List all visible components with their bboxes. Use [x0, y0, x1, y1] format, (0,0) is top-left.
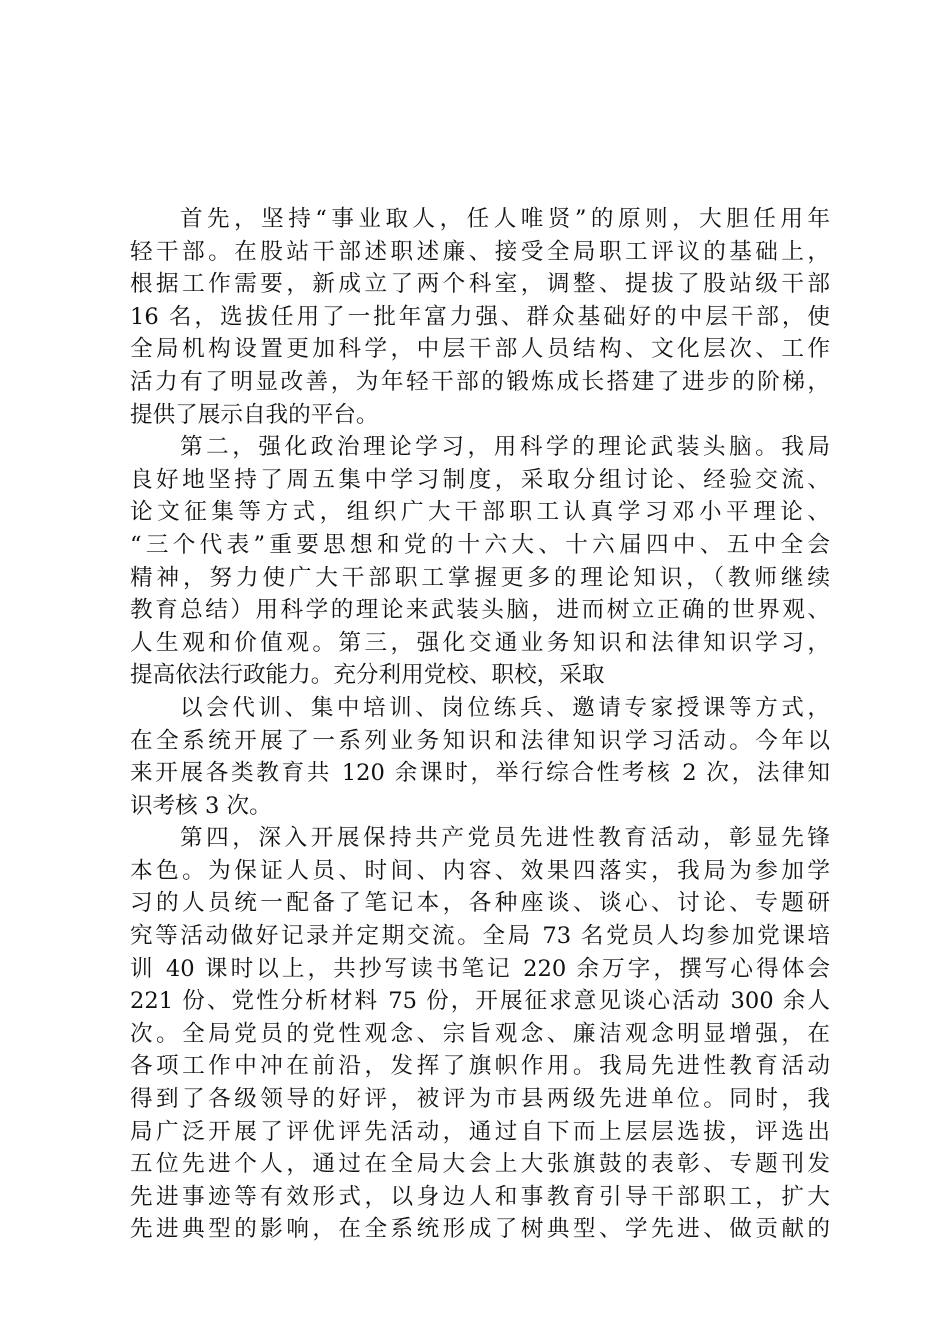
text-line: 次。全局党员的党性观念、宗旨观念、廉洁观念明显增强，在 [130, 1020, 830, 1047]
text-line: 来开展各类教育共 120 余课时，举行综合性考核 2 次，法律知 [130, 760, 830, 787]
text-line: 各项工作中冲在前沿，发挥了旗帜作用。我局先进性教育活动 [130, 1053, 830, 1080]
text-line: 习的人员统一配备了笔记本，各种座谈、谈心、讨论、专题研 [130, 890, 830, 917]
text-line: 第二，强化政治理论学习，用科学的理论武装头脑。我局 [180, 434, 830, 461]
text-line: 人生观和价值观。第三，强化交通业务知识和法律知识学习， [130, 629, 830, 656]
text-line: 究等活动做好记录并定期交流。全局 73 名党员人均参加党课培 [130, 923, 830, 950]
text-line: 活力有了明显改善，为年轻干部的锻炼成长搭建了进步的阶梯， [130, 368, 830, 395]
text-line: 根据工作需要，新成立了两个科室，调整、提拔了股站级干部 [130, 271, 830, 298]
text-line: 在全系统开展了一系列业务知识和法律知识学习活动。今年以 [130, 727, 830, 754]
text-line: 全局机构设置更加科学，中层干部人员结构、文化层次、工作 [130, 336, 830, 363]
text-line: 以会代训、集中培训、岗位练兵、邀请专家授课等方式， [180, 694, 830, 721]
text-line: 轻干部。在股站干部述职述廉、接受全局职工评议的基础上， [130, 238, 830, 265]
text-line: “三个代表”重要思想和党的十六大、十六届四中、五中全会 [130, 531, 830, 558]
text-line: 提高依法行政能力。充分利用党校、职校，采取 [130, 662, 605, 689]
text-line: 训 40 课时以上，共抄写读书笔记 220 余万字，撰写心得体会 [130, 955, 830, 982]
text-line: 局广泛开展了评优评先活动，通过自下而上层层选拔，评选出 [130, 1118, 830, 1145]
text-line: 论文征集等方式，组织广大干部职工认真学习邓小平理论、 [130, 499, 830, 526]
document-body [130, 203, 830, 1246]
text-line: 识考核 3 次。 [130, 792, 272, 819]
text-line: 良好地坚持了周五集中学习制度，采取分组讨论、经验交流、 [130, 466, 830, 493]
text-line: 五位先进个人，通过在全局大会上大张旗鼓的表彰、专题刊发 [130, 1151, 830, 1178]
text-line: 先进典型的影响，在全系统形成了树典型、学先进、做贡献的 [130, 1216, 830, 1243]
text-line: 得到了各级领导的好评，被评为市县两级先进单位。同时，我 [130, 1086, 830, 1113]
text-line: 第四，深入开展保持共产党员先进性教育活动，彰显先锋 [180, 825, 830, 852]
text-line: 16 名，选拔任用了一批年富力强、群众基础好的中层干部，使 [130, 303, 830, 330]
text-line: 提供了展示自我的平台。 [130, 401, 379, 428]
text-line: 精神，努力使广大干部职工掌握更多的理论知识，（教师继续 [130, 564, 830, 591]
text-line: 本色。为保证人员、时间、内容、效果四落实，我局为参加学 [130, 857, 830, 884]
text-line: 教育总结）用科学的理论来武装头脑，进而树立正确的世界观、 [130, 597, 830, 624]
text-line: 先进事迹等有效形式，以身边人和事教育引导干部职工，扩大 [130, 1183, 830, 1210]
text-line: 首先，坚持“事业取人，任人唯贤”的原则，大胆任用年 [180, 206, 830, 232]
text-line: 221 份、党性分析材料 75 份，开展征求意见谈心活动 300 余人 [130, 988, 830, 1015]
